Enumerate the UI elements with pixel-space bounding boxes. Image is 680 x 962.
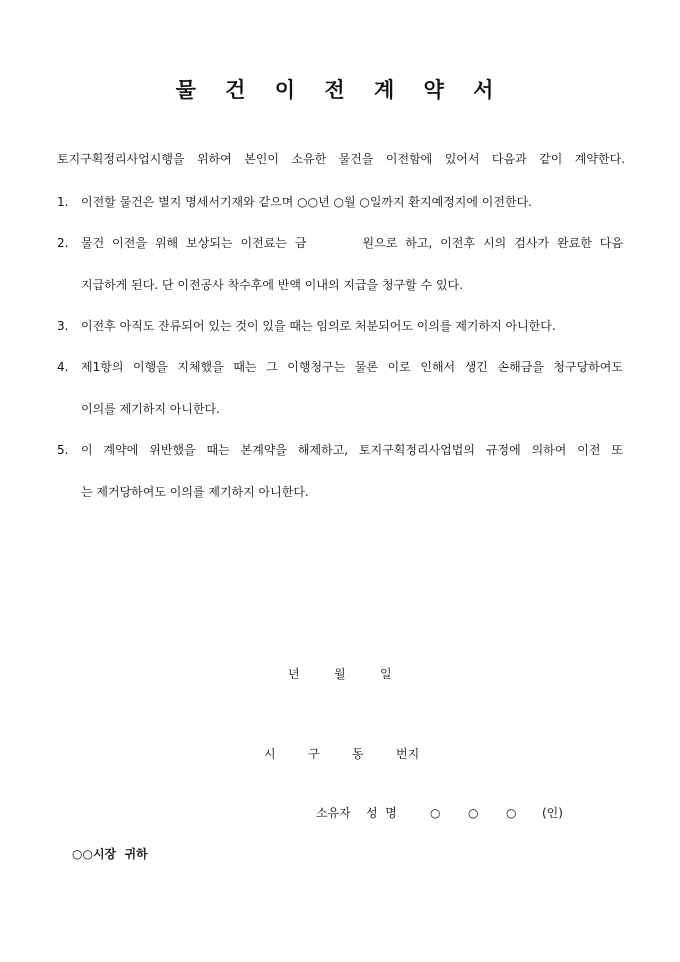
clause-2 (57, 235, 623, 251)
intro-paragraph: 토지구획정리사업시행을 위하여 본인이 소유한 물건을 이전함에 있어서 다음과 같이 계약한다. (57, 152, 625, 166)
owner-name-char: ○ (430, 806, 441, 820)
clause-number: 1. (57, 195, 69, 209)
clause-3 (57, 318, 623, 334)
clause-1 (57, 194, 623, 210)
date-month-label: 월 (334, 667, 346, 681)
addressee: ○○시장 귀하 (72, 847, 148, 861)
date-year-label: 년 (288, 667, 300, 681)
address-city-label: 시 (264, 747, 276, 761)
address-dong-label: 동 (352, 747, 364, 761)
clause-number: 2. (57, 236, 69, 250)
seal-mark: (인) (542, 806, 563, 820)
clause-text: 물건 이전을 위해 보상되는 이전료는 금 원으로 하고, 이전후 시의 검사가 완료한 다음 (81, 236, 623, 250)
owner-name-char: ○ (506, 806, 517, 820)
date-day-label: 일 (380, 667, 392, 681)
owner-name-label: 성 명 (366, 806, 397, 820)
clause-number: 3. (57, 319, 69, 333)
clause-text: 제1항의 이행을 지체했을 때는 그 이행청구는 물론 이로 인해서 생긴 손해금을 청구당하여도 (81, 360, 623, 374)
clause-number: 5. (57, 443, 69, 457)
clause-text: 이 계약에 위반했을 때는 본계약을 해제하고, 토지구획정리사업법의 규정에 의하여 이전 또 (81, 443, 623, 457)
clause-text: 이전할 물건은 별지 명세서기재와 같으며 ○○년 ○월 ○일까지 환지예정지에 이전한다. (81, 195, 532, 209)
clause-number: 4. (57, 360, 69, 374)
clause-4 (57, 359, 623, 375)
clause-4-continuation: 이의를 제기하지 아니한다. (81, 402, 220, 416)
address-lot-label: 번지 (396, 747, 420, 761)
owner-label: 소유자 (316, 806, 351, 820)
address-district-label: 구 (308, 747, 320, 761)
owner-name-char: ○ (468, 806, 479, 820)
clause-5-continuation: 는 제거당하여도 이의를 제기하지 아니한다. (81, 485, 309, 499)
clause-5 (57, 442, 623, 458)
clause-text: 이전후 아직도 잔류되어 있는 것이 있을 때는 임의로 처분되어도 이의를 제기하지 아니한다. (81, 319, 556, 333)
document-title: 물 건 이 전 계 약 서 (175, 77, 505, 102)
clause-2-continuation: 지급하게 된다. 단 이전공사 착수후에 반액 이내의 지급을 청구할 수 있다. (81, 278, 463, 292)
